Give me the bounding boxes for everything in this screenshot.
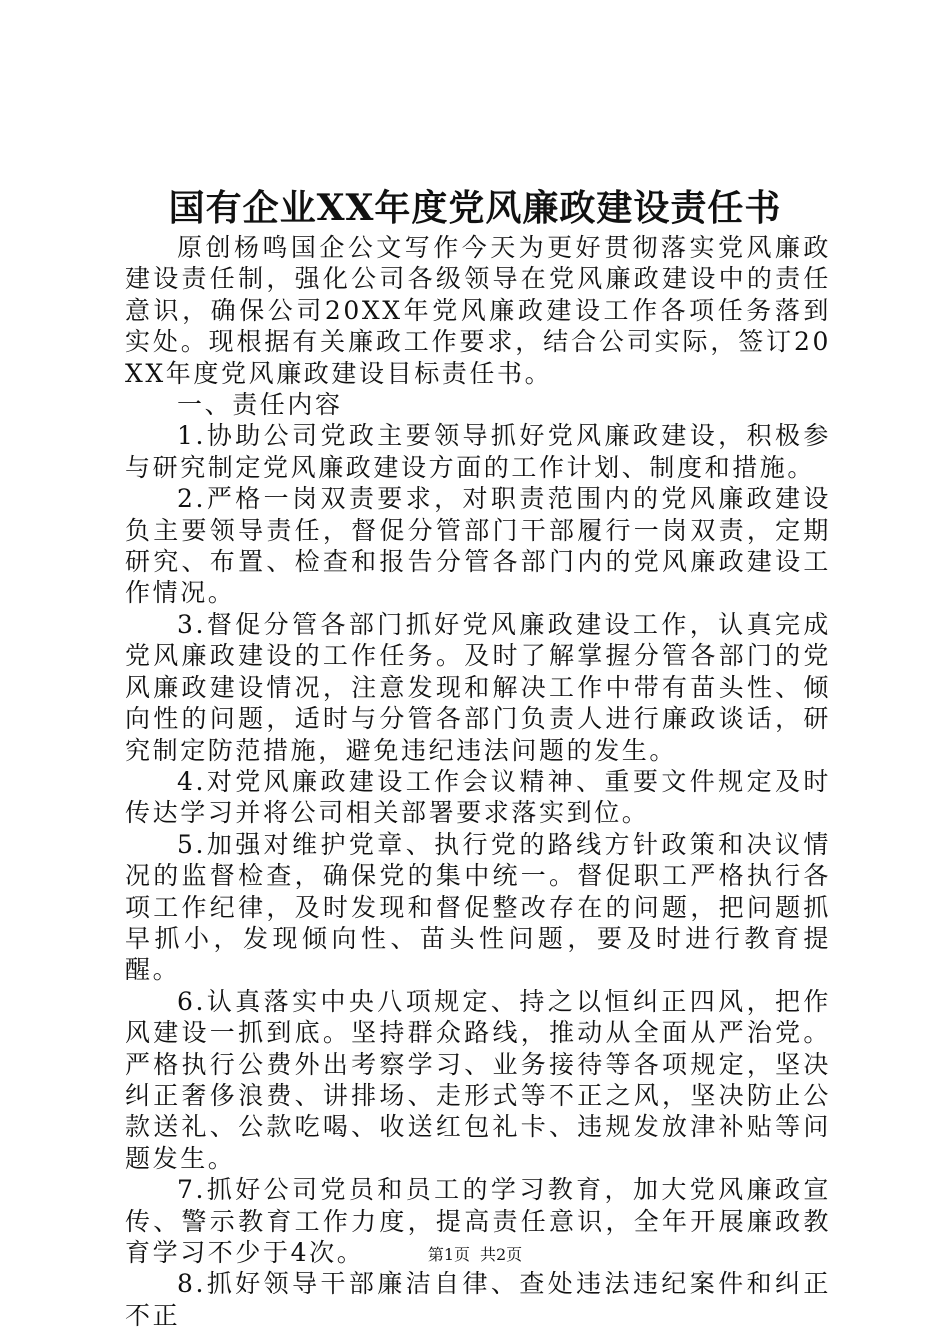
document-body [125, 232, 831, 1331]
paragraph-item-4: 4.对党风廉政建设工作会议精神、重要文件规定及时传达学习并将公司相关部署要求落实到位。 [125, 766, 831, 828]
paragraph-item-6: 6.认真落实中央八项规定、持之以恒纠正四风，把作风建设一抓到底。坚持群众路线，推动从全面从严治党。严格执行公费外出考察学习、业务接待等各项规定，坚决纠正奢侈浪费、讲排场、走形式等不正之风，坚决防止公款送礼、公款吃喝、收送红包礼卡、违规发放津补贴等问题发生。 [125, 986, 831, 1173]
page-number: 第1页 [427, 1245, 470, 1264]
page-footer [0, 1244, 950, 1266]
paragraph-intro: 原创杨鸣国企公文写作今天为更好贯彻落实党风廉政建设责任制，强化公司各级领导在党风廉政建设中的责任意识，确保公司20XX年党风廉政建设工作各项任务落到实处。现根据有关廉政工作要求，结合公司实际，签订20XX年度党风廉政建设目标责任书。 [125, 233, 831, 388]
paragraph-item-1: 1.协助公司党政主要领导抓好党风廉政建设，积极参与研究制定党风廉政建设方面的工作计划、制度和措施。 [125, 421, 831, 482]
paragraph-item-8: 8.抓好领导干部廉洁自律、查处违法违纪案件和纠正不正 [125, 1269, 831, 1330]
document-title: 国有企业XX年度党风廉政建设责任书 [168, 187, 782, 229]
paragraph-item-2: 2.严格一岗双责要求，对职责范围内的党风廉政建设负主要领导责任，督促分管部门干部履行一岗双责，定期研究、布置、检查和报告分管各部门内的党风廉政建设工作情况。 [125, 484, 831, 608]
section-heading: 一、责任内容 [177, 390, 343, 420]
paragraph-item-5: 5.加强对维护党章、执行党的路线方针政策和决议情况的监督检查，确保党的集中统一。督促职工严格执行各项工作纪律，及时发现和督促整改存在的问题，把问题抓早抓小，发现倾向性、苗头性问题，要及时进行教育提醒。 [125, 829, 831, 985]
page-total: 共2页 [480, 1245, 523, 1264]
paragraph-item-3: 3.督促分管各部门抓好党风廉政建设工作，认真完成党风廉政建设的工作任务。及时了解掌握分管各部门的党风廉政建设情况，注意发现和解决工作中带有苗头性、倾向性的问题，适时与分管各部门负责人进行廉政谈话，研究制定防范措施，避免违纪违法问题的发生。 [125, 609, 831, 765]
paragraph-item-7: 7.抓好公司党员和员工的学习教育，加大党风廉政宣传、警示教育工作力度，提高责任意识，全年开展廉政教育学习不少于4次。 [125, 1175, 831, 1267]
